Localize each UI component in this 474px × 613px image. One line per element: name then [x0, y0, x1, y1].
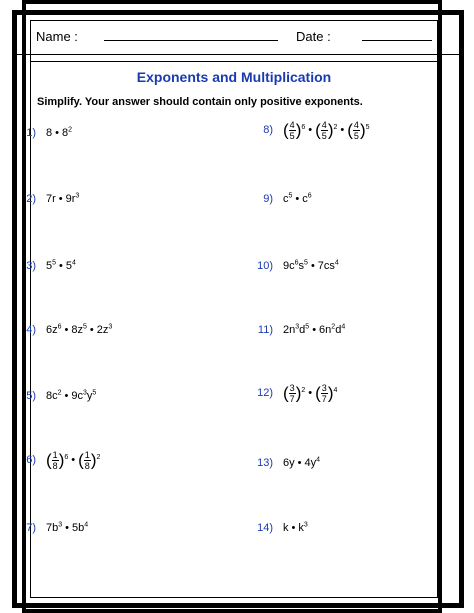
- problem-13: 13) 6y • $4y^4$: [251, 457, 320, 469]
- problem-number: 2): [26, 193, 36, 205]
- problem-number: 8): [263, 124, 273, 137]
- name-field[interactable]: [104, 40, 278, 41]
- problem-14: 14) k • $k^3$: [251, 522, 308, 534]
- problem-number: 1): [26, 127, 36, 139]
- worksheet-title: Exponents and Multiplication: [136, 69, 332, 85]
- problem-11: 11) $2n^3d^5$ • $6n^2d^4$: [251, 324, 345, 336]
- problem-8: 8) ( $\frac{4}{5}$ )$^6$ • ( $\frac{4}{5}$ )$^2$ • ( $\frac{4}{5}$ )$^5$: [251, 120, 370, 141]
- header-divider: [12, 54, 464, 55]
- problem-number: 4): [26, 324, 36, 336]
- problem-4: 4) $6z^6$ • $8z^5$ • $2z^3$: [16, 324, 112, 336]
- problem-1: 1) 8 • $8^2$: [16, 127, 72, 139]
- problem-12: 12) ( $\frac{3}{7}$ )$^2$ • ( $\frac{3}{7}$ )$^4$: [251, 383, 337, 404]
- problem-number: 10): [257, 260, 273, 272]
- name-label: Name :: [36, 29, 78, 44]
- problem-2: 2) 7r • $9r^3$: [16, 193, 79, 205]
- problem-number: 12): [257, 387, 273, 400]
- problem-number: 3): [26, 260, 36, 272]
- problem-number: 7): [26, 522, 36, 534]
- problem-number: 9): [263, 193, 273, 205]
- problem-9: 9) $c^5$ • $c^6$: [251, 193, 312, 205]
- instructions: Simplify. Your answer should contain only positive exponents.: [37, 96, 363, 108]
- date-field[interactable]: [362, 40, 432, 41]
- problem-5: 5) $8c^2$ • $9c^3y^5$: [16, 390, 96, 402]
- problem-6: 6) ( $\frac{1}{8}$ )$^6$ • ( $\frac{1}{8}$ )$^2$: [16, 450, 100, 471]
- header-divider-2: [30, 61, 438, 62]
- date-label: Date :: [296, 29, 331, 44]
- problem-3: 3) $5^5$ • $5^4$: [16, 260, 76, 272]
- problem-number: 5): [26, 390, 36, 402]
- problem-number: 11): [257, 324, 273, 336]
- problem-10: 10) $9c^6s^5$ • $7cs^4$: [251, 260, 339, 272]
- problem-number: 6): [26, 454, 36, 467]
- problem-number: 13): [257, 457, 273, 469]
- problem-number: 14): [257, 522, 273, 534]
- problem-7: 7) $7b^3$ • $5b^4$: [16, 522, 88, 534]
